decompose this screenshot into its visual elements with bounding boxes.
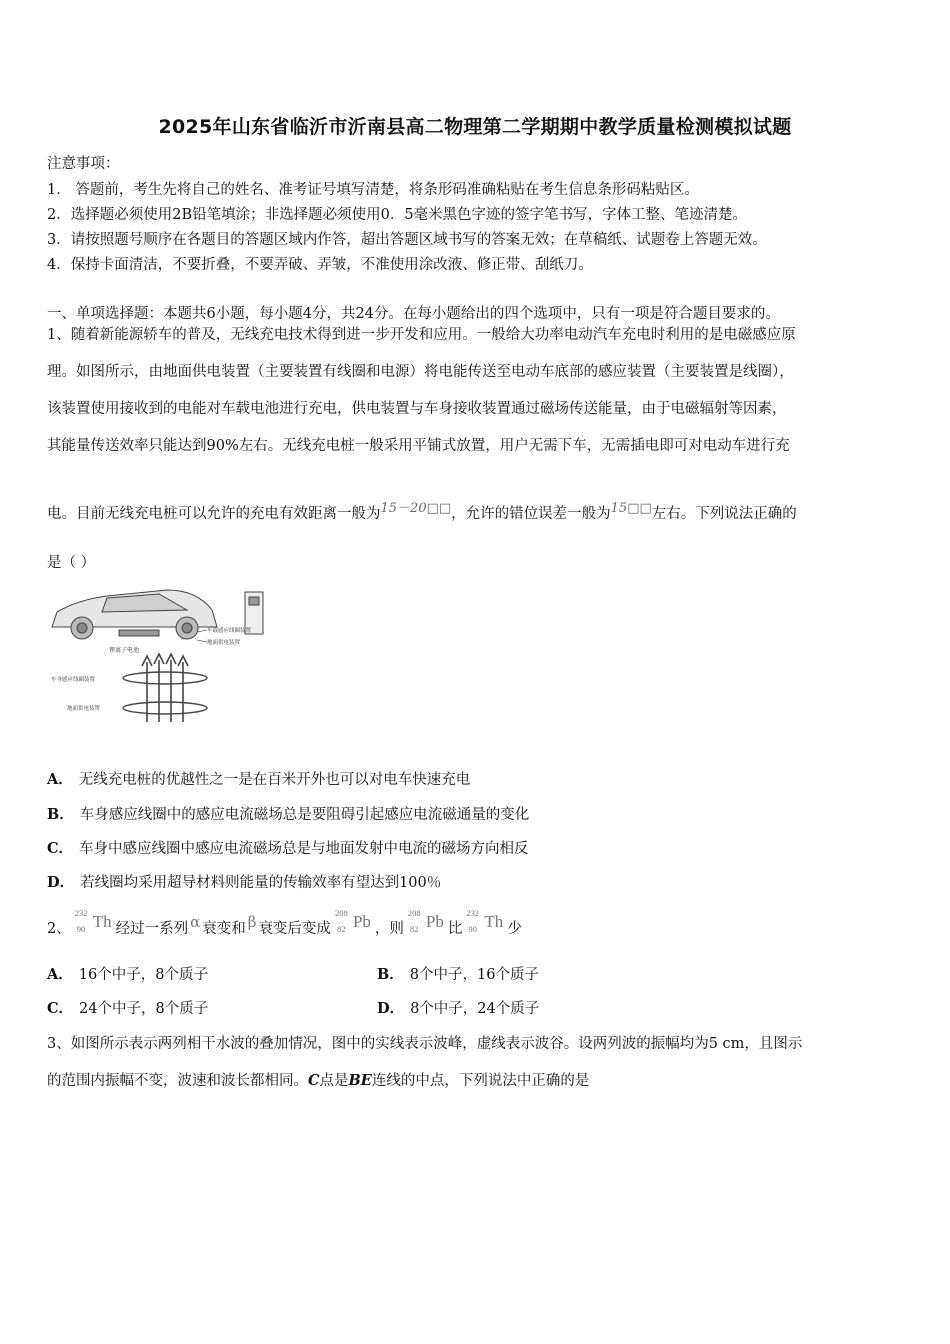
- error-formula: 15□□: [610, 501, 652, 516]
- notice-item: 4．保持卡面清洁，不要折叠，不要弄破、弄皱，不准使用涂改液、修正带、刮纸刀。: [47, 257, 593, 273]
- beta-symbol: β: [247, 913, 257, 931]
- alpha-symbol: α: [190, 913, 201, 931]
- page-title: 2025年山东省临沂市沂南县高二物理第二学期期中教学质量检测模拟试题: [158, 116, 792, 138]
- notice-heading: 注意事项：: [47, 156, 120, 172]
- question-1-line: 理。如图所示，由地面供电装置（主要装置有线圈和电源）将电能传送至电动车底部的感应装置（主要装置是线圈），: [47, 364, 794, 380]
- option-1c: C． 车身中感应线圈中感应电流磁场总是与地面发射中电流的磁场方向相反: [47, 840, 529, 857]
- option-2d: D． 8个中子，24个质子: [377, 1000, 540, 1017]
- figure-label: 地面供电装置: [67, 706, 101, 712]
- question-1-text: ，允许的错位误差一般为: [451, 506, 611, 522]
- question-1-line: 其能量传送效率只能达到90%左右。无线充电桩一般采用平铺式放置，用户无需下车，无需插电即可对电动车进行充: [47, 438, 790, 454]
- question-1-line-6: 是（ ）: [47, 555, 96, 571]
- question-3-line-1: 3、如图所示表示两列相干水波的叠加情况，图中的实线表示波峰，虚线表示波谷。设两列波的振幅均为5 cm，且图示: [47, 1036, 803, 1052]
- lead-nuclide: 208 82 Pb: [407, 908, 444, 934]
- thorium-nuclide: 232 90 Th: [466, 908, 504, 934]
- question-3-line-2: 的范围内振幅不变，波速和波长都相同。C点是BE连线的中点，下列说法中正确的是: [47, 1072, 590, 1089]
- section-heading: 一、单项选择题：本题共6小题，每小题4分，共24分。在每小题给出的四个选项中，只有一项是符合题目要求的。: [47, 306, 780, 322]
- figure-label: 地面供电装置: [207, 640, 241, 646]
- question-2-stem: 2、 232 90 Th 经过一系列 α 衰变和 β 衰变后变成 208 82 Pb ，则 208 82 Pb 比 232 90 Th 少: [47, 908, 522, 937]
- option-2a: A． 16个中子，8个质子: [47, 966, 208, 983]
- question-1-line: 1、随着新能源轿车的普及，无线充电技术得到进一步开发和应用。一般给大功率电动汽车充电时利用的是电磁感应原: [47, 327, 796, 343]
- distance-formula: 15－20□□: [380, 501, 452, 516]
- magnetic-field-arrows: [123, 654, 207, 722]
- option-1d: D． 若线圈均采用超导材料则能量的传输效率有望达到100％: [47, 874, 442, 891]
- figure-label: 锂离子电池: [109, 647, 140, 654]
- option-2c: C． 24个中子，8个质子: [47, 1000, 209, 1017]
- notice-item: 2．选择题必须使用2B铅笔填涂；非选择题必须使用0．5毫米黑色字迹的签字笔书写，字体工整、笔迹清楚。: [47, 207, 748, 223]
- question-1-line: 该装置使用接收到的电能对车载电池进行充电，供电装置与车身接收装置通过磁场传送能量，由于电磁辐射等因素，: [47, 401, 787, 417]
- figure-label: 车载感应线圈装置: [207, 628, 252, 634]
- option-2b: B． 8个中子，16个质子: [377, 966, 539, 983]
- option-1a: A． 无线充电桩的优越性之一是在百米开外也可以对电车快速充电: [47, 771, 471, 788]
- figure-label: 车身感应线圈装置: [51, 677, 96, 683]
- thorium-nuclide: 232 90 Th: [74, 908, 112, 934]
- question-1-text: 电。目前无线充电桩可以允许的充电有效距离一般为: [47, 506, 381, 522]
- question-1-text: 左右。下列说法正确的: [651, 506, 797, 522]
- car-illustration: [52, 590, 217, 639]
- question-1-line-5: [47, 502, 797, 523]
- option-1b: B． 车身感应线圈中的感应电流磁场总是要阻碍引起感应电流磁通量的变化: [47, 806, 530, 823]
- lead-nuclide: 208 82 Pb: [334, 908, 371, 934]
- notice-item: 3．请按照题号顺序在各题目的答题区域内作答，超出答题区域书写的答案无效；在草稿纸、试题卷上答题无效。: [47, 232, 767, 248]
- wireless-charging-figure: [47, 582, 279, 724]
- question-1-stem: [47, 317, 905, 465]
- notice-item: 1． 答题前，考生先将自己的姓名、准考证号填写清楚，将条形码准确粘贴在考生信息条形码粘贴区。: [47, 182, 699, 198]
